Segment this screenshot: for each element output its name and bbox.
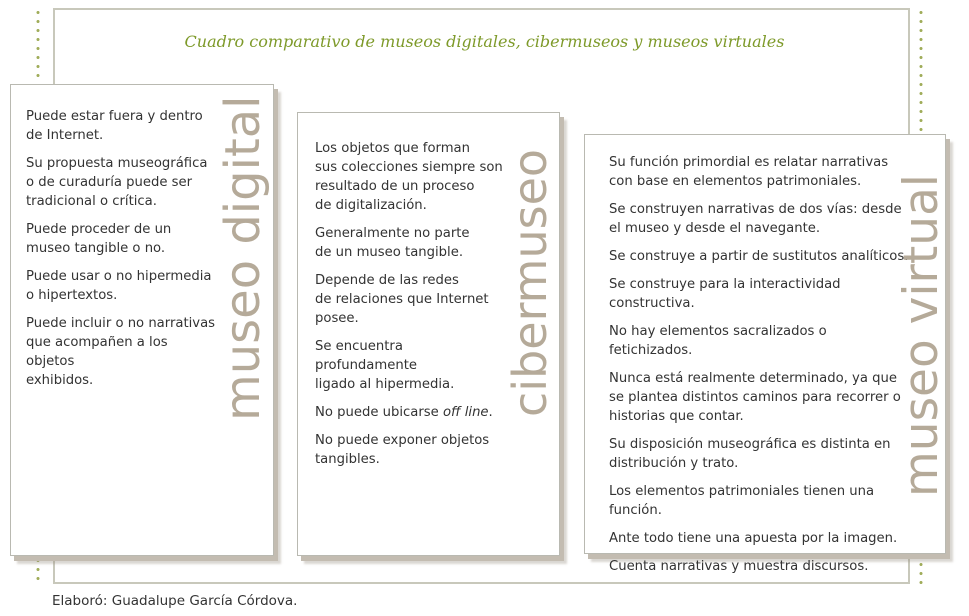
panel-museo-virtual	[584, 134, 949, 574]
dotted-border-left-bottom	[36, 556, 40, 586]
list-item: Generalmente no parte de un museo tangible.	[315, 226, 470, 260]
list-item: Depende de las redes de relaciones que Internet posee.	[315, 273, 489, 326]
list-item: Ante todo tiene una apuesta por la imagen.	[609, 531, 898, 546]
list-item: Puede incluir o no narrativas que acompañen a los objetos exhibidos.	[26, 316, 216, 388]
dotted-border-right-bottom	[919, 560, 923, 586]
list-item: No hay elementos sacralizados o fetichizados.	[609, 324, 827, 358]
list-item: Los objetos que forman sus colecciones siempre son resultado de un proceso de digitalización.	[315, 141, 503, 213]
list-item: Se construye para la interactividad constructiva.	[609, 277, 841, 311]
list-item: Los elementos patrimoniales tienen una función.	[609, 484, 875, 518]
list-item: Se construye a partir de sustitutos analíticos.	[609, 249, 909, 264]
list-item: Puede estar fuera y dentro de Internet.	[26, 109, 203, 143]
panel-museo-digital	[10, 84, 274, 556]
list-item: No puede ubicarse off line.	[315, 405, 493, 420]
list-item: Puede usar o no hipermedia o hipertextos.	[26, 269, 212, 303]
museo-virtual-list	[609, 153, 909, 585]
diagram-title: Cuadro comparativo de museos digitales, cibermuseos y museos virtuales	[184, 32, 785, 51]
list-item: Nunca está realmente determinado, ya que se plantea distintos caminos para recorrer o historias que contar.	[609, 371, 901, 424]
list-item: Se encuentra profundamente ligado al hipermedia.	[315, 339, 455, 392]
list-item: Su disposición museográfica es distinta en distribución y trato.	[609, 437, 891, 471]
museo-virtual-vertical-label: museo virtual	[894, 174, 949, 497]
museo-digital-vertical-label: museo digital	[215, 95, 271, 421]
list-item: Puede proceder de un museo tangible o no.	[26, 222, 172, 256]
panel-cibermuseo	[297, 112, 560, 556]
list-item: No puede exponer objetos tangibles.	[315, 433, 490, 467]
cibermuseo-list	[315, 139, 505, 478]
list-item: Su función primordial es relatar narrativas con base en elementos patrimoniales.	[609, 155, 889, 189]
museo-digital-list	[26, 107, 216, 399]
list-item: Cuenta narrativas y muestra discursos.	[609, 559, 869, 574]
credit-line: Elaboró: Guadalupe García Córdova.	[52, 593, 298, 609]
list-item: Se construyen narrativas de dos vías: desde el museo y desde el navegante.	[609, 202, 902, 236]
dotted-border-right	[919, 8, 923, 136]
list-item: Su propuesta museográfica o de curaduría puede ser tradicional o crítica.	[26, 156, 208, 209]
cibermuseo-vertical-label: cibermuseo	[503, 148, 557, 417]
